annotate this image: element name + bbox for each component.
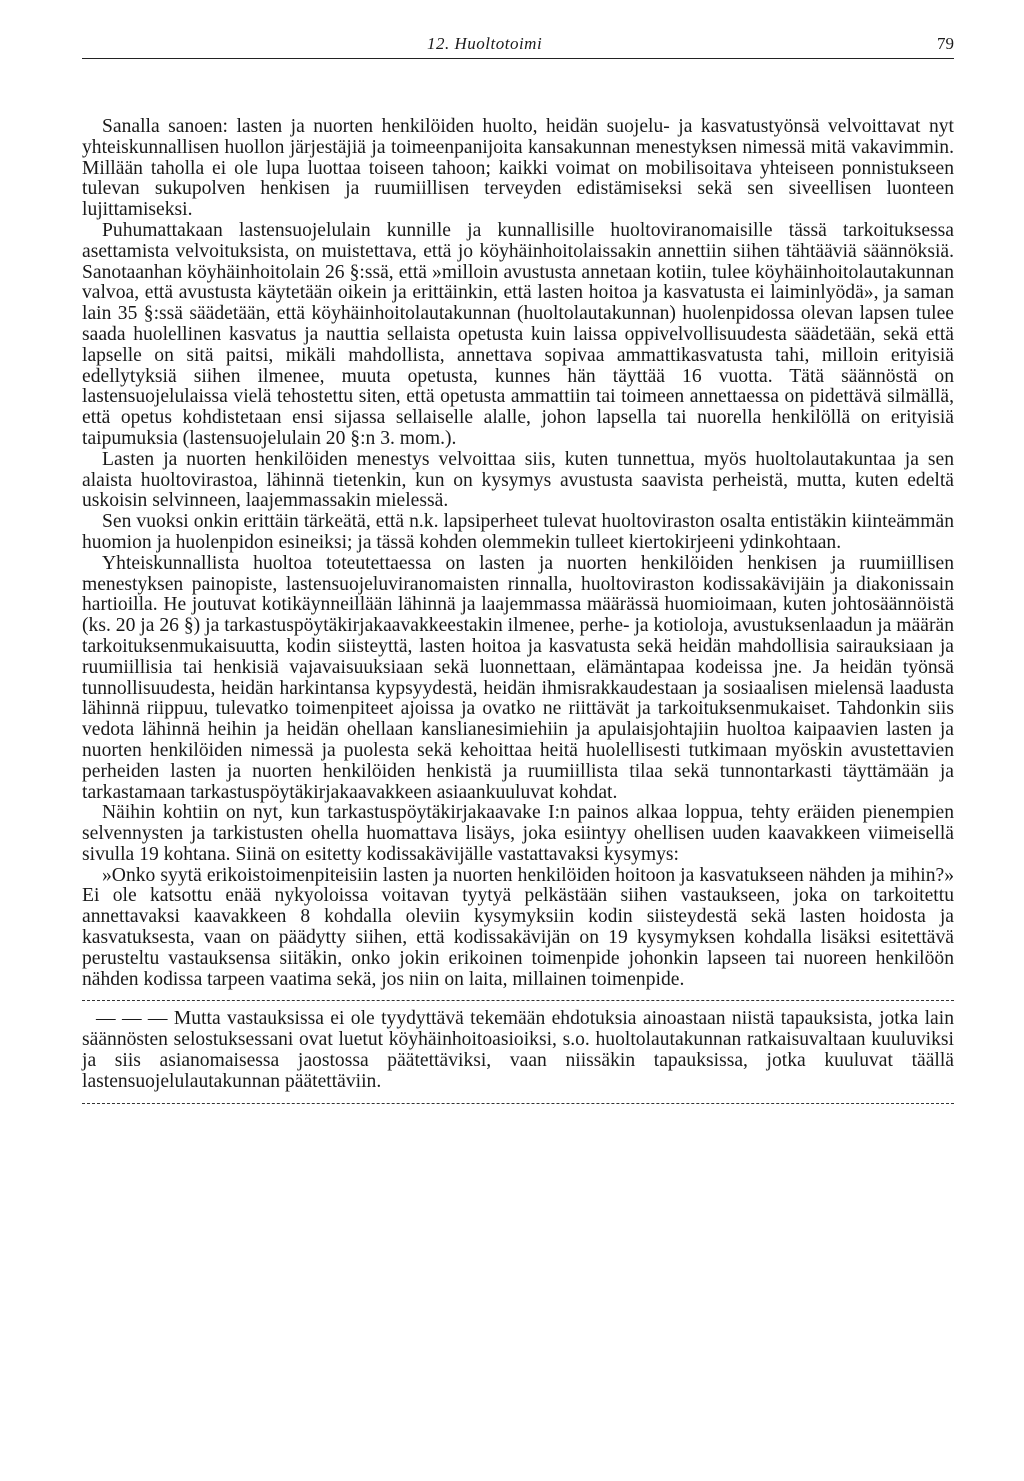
paragraph: Lasten ja nuorten henkilöiden menestys velvoittaa siis, kuten tunnettua, myös huoltolautakuntaa ja sen alaista huoltovirastoa, lähinnä tietenkin, kun on kysymys avustusta saavista perheistä, mutta, kuten edeltä uskoisin selvinneen, laajemmassakin mielessä.: [82, 448, 954, 512]
running-header: [82, 30, 954, 59]
page-number: 79: [937, 34, 954, 53]
body-text: [82, 117, 954, 1104]
paragraph: Sanalla sanoen: lasten ja nuorten henkilöiden huolto, heidän suojelu- ja kasvatustyönsä velvoittavat nyt yhteiskunnallisen huollon järjestäjiä ja toimeenpanijoita kansakunnan menestyksen nimessä mitä vakavimmin. Millään taholla ei ole lupa luottaa toiseen tahoon; kaikki voimat on mobilisoitava yhteiseen ponnistukseen tulevan sukupolven henkisen ja ruumiillisen terveyden edistämiseksi sekä sen siveellisen luonteen lujittamiseksi.: [82, 116, 954, 221]
chapter-title: 12. Huoltotoimi: [427, 34, 543, 53]
continuation-block: [82, 1009, 954, 1092]
paragraph: Yhteiskunnallista huoltoa toteutettaessa on lasten ja nuorten henkilöiden henkisen ja ruumiillisen menestyksen painopiste, lastensuojeluviranomaisten rinnalla, huoltoviraston kodissakävijäin ja diakonissain hartioilla. He joutuvat kotikäynneillään lähinnä ja laajemmassa määrässä huomioimaan, kuten johtosäännöistä (ks. 20 ja 26 §) ja tarkastuspöytäkirjakaavakkeestakin ilmenee, perhe- ja kotioloja, avustuksenlaadun ja määrän tarkoituksenmukaisuutta, kodin siisteyttä, lasten hoitoa ja kasvatusta sekä heidän mahdollisia sairauksiaan ja ruumiillisia tai henkisiä vajavaisuuksiaan sekä luonnettaan, elämäntapaa kodeissa jne. Ja heidän työnsä tunnollisuudesta, heidän harkintansa kypsyydestä, heidän ihmisrakkaudestaan ja sosiaalisen mielensä laadusta lähinnä riippuu, tulevatko toimenpiteet ajoissa ja ovatko ne riittävät ja tarkoituksenmukaiset. Tahdonkin siis vedota lähinnä heihin ja heidän ohellaan kanslianesimiehiin ja apulaisjohtajiin huoltoa kaipaavien lasten ja nuorten henkilöiden nimessä ja puolesta sekä kehoittaa heitä huolellisesti tutkimaan myöskin avustettavien perheiden lasten ja nuorten henkilöiden henkistä ja ruumiillista tilaa sekä tunnontarkasti täyttämään ja tarkastamaan tarkastuspöytäkirjakaavakkeen asiaankuuluvat kohdat.: [82, 552, 954, 803]
paragraph: Sen vuoksi onkin erittäin tärkeätä, että n.k. lapsiperheet tulevat huoltoviraston osalta entistäkin kiinteämmän huomion ja huolenpidon esineiksi; ja tässä kohden olemmekin tulleet kiertokirjeeni ydinkohtaan.: [82, 511, 954, 553]
paragraph: Puhumattakaan lastensuojelulain kunnille ja kunnallisille huoltoviranomaisille tässä tarkoituksessa asettamista velvoituksista, on muistettava, että jo köyhäinhoitolaissakin annettiin siihen tähtääviä säännöksiä. Sanotaanhan köyhäinhoitolain 26 §:ssä, että »milloin avustusta annetaan kotiin, tulee köyhäinhoitolautakunnan valvoa, että avustusta käytetään oikein ja erittäinkin, että lasten hoitoa ja kasvatusta ei laiminlyödä», ja saman lain 35 §:ssä säädetään, että köyhäinhoitolautakunnan (huoltolautakunnan) huolenpidossa olevan lapsen tulee saada huolellinen kasvatus ja nauttia sellaista opetusta kuin laissa oppivelvollisuudesta säädetään, sekä että lapselle on sitä paitsi, mikäli mahdollista, annettava sopivaa ammattikasvatusta tahi, milloin erityisiä edellytyksiä siihen ilmenee, muuta opetusta, kunnes hän täyttää 16 vuotta. Tätä säännöstä on lastensuojelulaissa vielä tehostettu siten, että opetusta ammattiin tai toimeen annettaessa on pidettävä silmällä, että opetus kohdistetaan ensi sijassa sellaiselle alalle, johon lapsella tai nuorella henkilöllä on erityisiä taipumuksia (lastensuojelulain 20 §:n 3. mom.).: [82, 219, 954, 449]
document-page: [82, 30, 954, 1112]
paragraph: — — — Mutta vastauksissa ei ole tyydyttävä tekemään ehdotuksia ainoastaan niistä tapauksista, jotka lain säännösten selostuksessani ovat luetut köyhäinhoitoasioiksi, s.o. huoltolautakunnan ratkaisuvaltaan kuuluviksi ja siis asianomaisessa jaostossa päätettäviksi, vaan niissäkin tapauksissa, jotka kuuluvat täällä lastensuojelulautakunnan päätettäviin.: [82, 1008, 954, 1092]
dashed-separator: [82, 1000, 954, 1001]
paragraph: »Onko syytä erikoistoimenpiteisiin lasten ja nuorten henkilöiden hoitoon ja kasvatukseen nähden ja mihin?» Ei ole katsottu enää nykyoloissa voitavan tyytyä pelkästään siihen vastaukseen, joka on tarkoitettu annettavaksi kaavakkeen 8 kohdalla oleviin kysymyksiin kodin siisteydestä sekä lasten hoidosta ja kasvatuksesta, vaan on päädytty siihen, että kodissakävijän on 19 kysymyksen kohdalla lisäksi esitettävä perusteltu vastauksensa siitäkin, onko jokin erikoinen toimenpide johonkin lapseen tai nuoreen henkilöön nähden kodissa tarpeen vaatima sekä, jos niin on laita, millainen toimenpide.: [82, 864, 954, 990]
dashed-separator: [82, 1103, 954, 1104]
paragraph: Näihin kohtiin on nyt, kun tarkastuspöytäkirjakaavake I:n painos alkaa loppua, tehty eräiden pienempien selvennysten ja tarkistusten ohella huomattava lisäys, joka esiintyy ohellisen uuden kaavakkeen viimeisellä sivulla 19 kohtana. Siinä on esitetty kodissakävijälle vastattavaksi kysymys:: [82, 802, 954, 865]
